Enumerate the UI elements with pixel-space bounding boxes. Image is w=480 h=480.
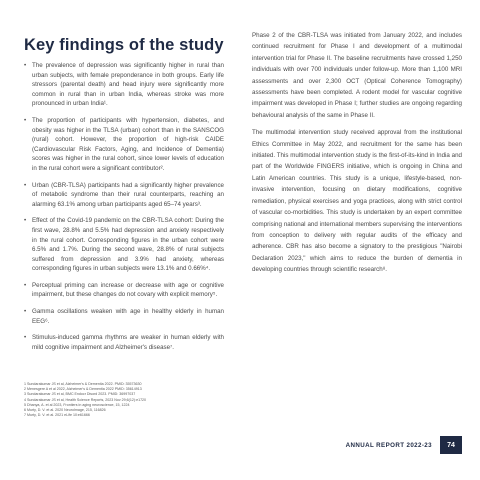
finding-text: Effect of the Covid-19 pandemic on the CBR-TLSA cohort: During the first wave, 28.8% and 5.5% had depression and anxiety respectively in the rural cohort. Corresponding figures in the urban cohort were 6.5% and 1.7%. During the second wave, 28.8% of rural subjects suffered from depression and 3.9% had anxiety, whereas corresponding figures in urban subjects were 13.1% and 0.66%⁴. [32, 217, 224, 273]
finding-text: Perceptual priming can increase or decrease with age or cognitive impairment, but these changes do not covary with explicit memory⁵. [32, 281, 224, 299]
bullet-icon: • [24, 308, 27, 316]
key-findings-column [24, 36, 224, 359]
finding-item [24, 333, 224, 352]
bullet-icon: • [24, 217, 27, 225]
reference-item: 7 Murty, D. V. et al. 2021 eLife 10:e61666 [24, 413, 90, 418]
bullet-icon: • [24, 281, 27, 289]
reference-item: 4 Sundarakumar JS et al, Health Science Reports, 2023 Nov 29;6(12):e1720 [24, 397, 147, 402]
body-paragraph: The multimodal intervention study received approval from the institutional Ethics Committee in May 2022, and recruitment for the same has been initiated. This multimodal intervention study is the first-of-its-kind in India and part of the Worldwide FINGERS initiative, which is ongoing in China and Latin American countries. This study is a unique, lifestyle-based, non-invasive intervention, focusing on dietary modifications, cognitive remediation, physical exercises and yoga practices, along with strict control of vascular co-morbidities. This study is undertaken by an expert committee comprising national and international members supervising the interventions from conception to delivery with regular audits of the efficacy and adherence. CBR has also become a signatory to the prestigious "Nairobi Declaration 2023," which aims to reduce the burden of dementia in developing countries through scientific research⁸. [252, 129, 462, 274]
body-paragraph: Phase 2 of the CBR-TLSA was initiated from January 2022, and includes continued recruitment for Phase I and development of a multimodal intervention trial for Phase II. The baseline recruitments have crossed 1,250 individuals with over 700 individuals under follow-up. More than 1,100 MRI assessments and over 2,300 OCT (Optical Coherence Tomography) assessments have been completed. A rodent model for vascular cognitive impairment was developed in Phase I; further studies are ongoing regarding behavioural analysis of the same in Phase II. [252, 32, 462, 119]
finding-item [24, 181, 224, 210]
bullet-icon: • [24, 116, 27, 124]
finding-item [24, 281, 224, 300]
page-number-badge: 74 [440, 436, 462, 454]
footer-report-label: ANNUAL REPORT 2022-23 [345, 441, 432, 449]
finding-text: Gamma oscillations weaken with age in healthy elderly in human EEG⁶. [32, 308, 224, 325]
page-title: Key findings of the study [24, 36, 224, 54]
bullet-icon: • [24, 334, 27, 342]
finding-item [24, 61, 224, 109]
reference-item: 5 Dhanya, A. et al 2023, Frontiers in aging neuroscience, 15, 1224 [24, 402, 130, 407]
finding-item [24, 307, 224, 326]
finding-item [24, 216, 224, 274]
bullet-icon: • [24, 62, 27, 69]
reference-item: 2 Menesgere A et al 2022, Alzheimer's & Dementia 2022 PMID: 35614913 [24, 387, 142, 392]
bullet-icon: • [24, 181, 27, 189]
phase-description-column [252, 30, 462, 282]
finding-item [24, 116, 224, 174]
page-footer [346, 436, 462, 454]
finding-text: Stimulus-induced gamma rhythms are weaker in human elderly with mild cognitive impairment and Alzheimer's disease⁷. [32, 334, 224, 351]
reference-item: 3 Sundarakumar JS et al, BMC Endocr Disord 2023. PMID: 36997037 [24, 392, 136, 397]
reference-item: 6 Murty, D. V. et al. 2020 NeuroImage, 215, 116826 [24, 408, 106, 413]
finding-text: The prevalence of depression was significantly higher in rural than urban subjects, with female preponderance in both groups. Early life stressors (parental death) and head injury were significantly more common in rural than in urban India, whereas stroke was more pronounced in urban India¹. [32, 62, 224, 108]
reference-item: 1 Sundarakumar JS et al, Alzheimer's & Dementia 2022. PMID: 35573630 [24, 382, 142, 386]
references-list [24, 382, 224, 418]
finding-text: The proportion of participants with hypertension, diabetes, and obesity was higher in the TLSA (urban) cohort than in the SANSCOG (rural) cohort. However, the proportion of high-risk CAIDE (Cardiovascular Risk Factors, Aging, and Incidence of Dementia) scores was higher in the rural cohort, since lower levels of education in the rural cohort were a significant contributor². [32, 116, 224, 172]
finding-text: Urban (CBR-TLSA) participants had a significantly higher prevalence of metabolic syndrome than their rural counterparts, reaching an alarming 63.1% among urban participants aged 65–74 years³. [32, 181, 224, 208]
findings-list [24, 61, 224, 352]
